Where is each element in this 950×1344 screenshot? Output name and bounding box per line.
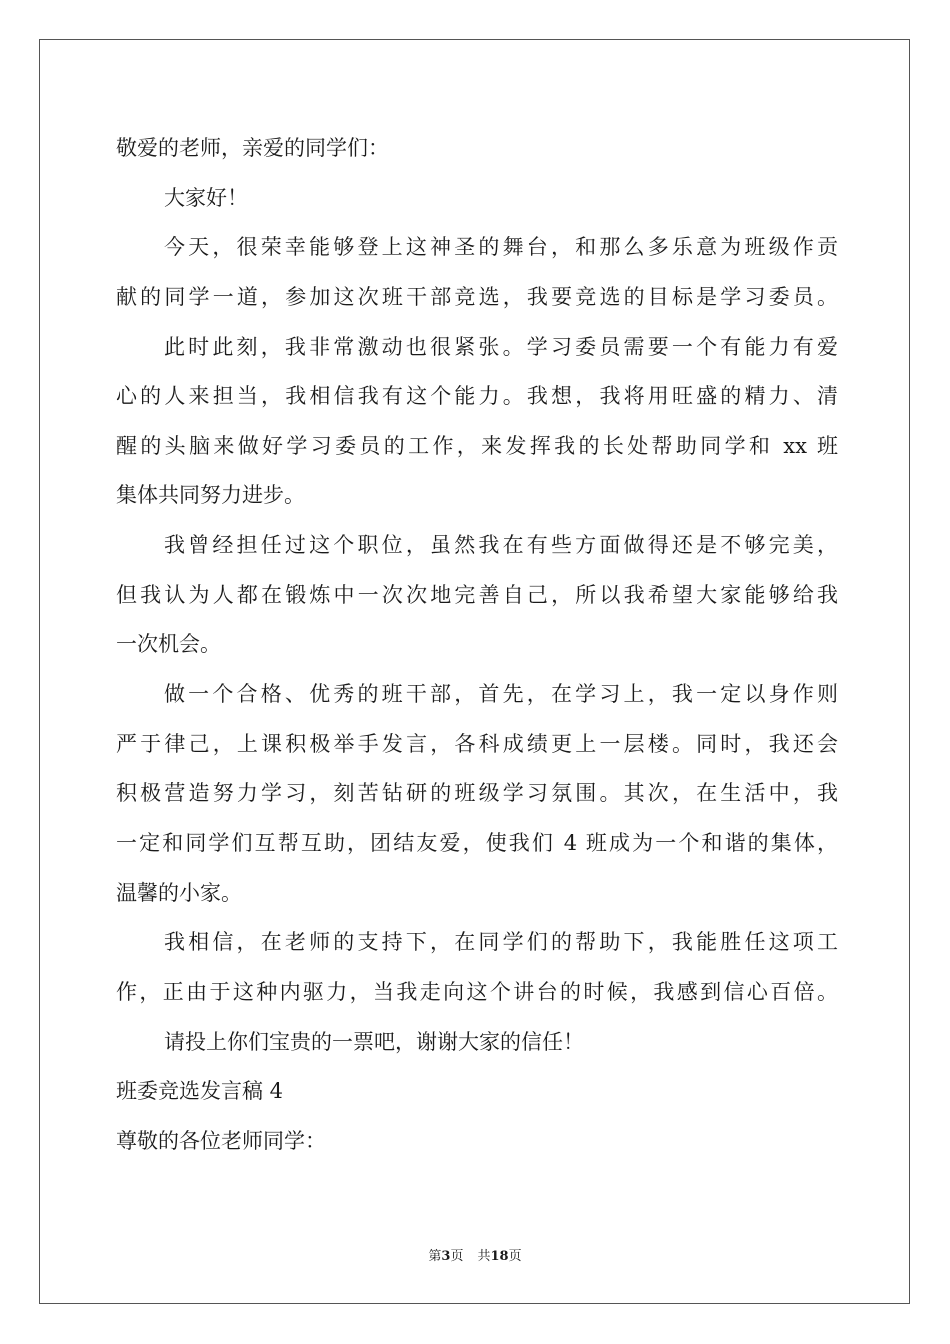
footer-page-number: 3: [441, 1249, 451, 1264]
text-line: 一次机会。: [116, 632, 221, 657]
text-line: 请投上你们宝贵的一票吧，谢谢大家的信任！: [164, 1029, 584, 1054]
text-line: 敬爱的老师，亲爱的同学们：: [116, 136, 389, 160]
text-line: 但我认为人都在锻炼中一次次地完善自己，所以我希望大家能够给我: [116, 582, 838, 607]
text-line: 献的同学一道，参加这次班干部竞选，我要竞选的目标是学习委员。: [116, 284, 838, 309]
text-line: 尊敬的各位老师同学：: [116, 1128, 326, 1153]
footer-total-pages: 18: [490, 1249, 509, 1264]
text-line: 集体共同努力进步。: [116, 483, 305, 508]
text-line: 此时此刻，我非常激动也很紧张。学习委员需要一个有能力有爱: [164, 334, 838, 359]
footer-total-prefix: 共: [477, 1249, 491, 1264]
page-footer: [0, 1248, 950, 1266]
footer-prefix: 第: [428, 1249, 442, 1264]
text-line: 作，正由于这种内驱力，当我走向这个讲台的时候，我感到信心百倍。: [116, 979, 838, 1004]
text-line: 做一个合格、优秀的班干部，首先，在学习上，我一定以身作则: [164, 682, 838, 707]
text-line: 积极营造努力学习，刻苦钻研的班级学习氛围。其次，在生活中，我: [116, 781, 838, 806]
text-line: 我曾经担任过这个职位，虽然我在有些方面做得还是不够完美，: [164, 533, 838, 558]
text-line: 醒的头脑来做好学习委员的工作，来发挥我的长处帮助同学和 xx 班: [116, 433, 838, 458]
footer-total-suffix: 页: [508, 1249, 522, 1264]
text-line: 一定和同学们互帮互助，团结友爱，使我们 4 班成为一个和谐的集体，: [116, 830, 838, 855]
text-line: 温馨的小家。: [116, 880, 242, 905]
text-line: 严于律己，上课积极举手发言，各科成绩更上一层楼。同时，我还会: [116, 731, 838, 756]
document-body: [116, 124, 838, 1166]
text-line: 我相信，在老师的支持下，在同学们的帮助下，我能胜任这项工: [164, 930, 838, 955]
text-line: 班委竞选发言稿 4: [116, 1079, 284, 1104]
text-line: 大家好！: [164, 185, 248, 210]
text-line: 今天，很荣幸能够登上这神圣的舞台，和那么多乐意为班级作贡: [164, 235, 838, 260]
text-line: 心的人来担当，我相信我有这个能力。我想，我将用旺盛的精力、清: [116, 384, 838, 409]
footer-page-suffix: 页: [450, 1249, 464, 1264]
